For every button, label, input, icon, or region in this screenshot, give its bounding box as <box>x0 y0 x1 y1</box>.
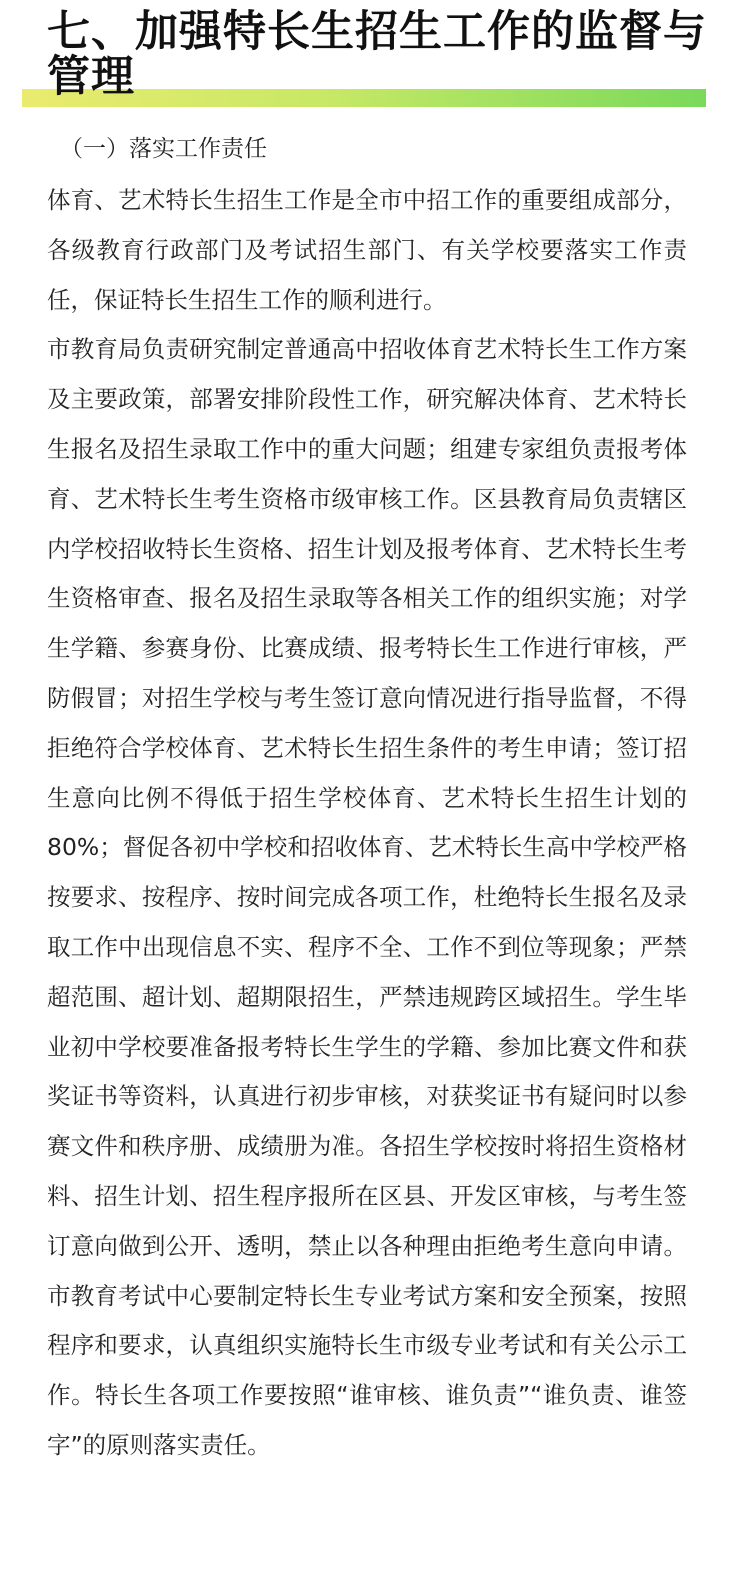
paragraph: 体育、艺术特长生招生工作是全市中招工作的重要组成部分，各级教育行政部门及考试招生部门、有关学校要落实工作责任，保证特长生招生工作的顺利进行。 <box>47 186 687 314</box>
article-body <box>47 176 687 1471</box>
paragraph: 市教育局负责研究制定普通高中招收体育艺术特长生工作方案及主要政策，部署安排阶段性工作，研究解决体育、艺术特长生报名及招生录取工作中的重大问题；组建专家组负责报考体育、艺术特长生考生资格市级审核工作。区县教育局负责辖区内学校招收特长生资格、招生计划及报考体育、艺术特长生考生资格审查、报名及招生录取等各相关工作的组织实施；对学生学籍、参赛身份、比赛成绩、报考特长生工作进行审核，严防假冒；对招生学校与考生签订意向情况进行指导监督，不得拒绝符合学校体育、艺术特长生招生条件的考生申请；签订招生意向比例不得低于招生学校体育、艺术特长生招生计划的80%；督促各初中学校和招收体育、艺术特长生高中学校严格按要求、按程序、按时间完成各项工作，杜绝特长生报名及录取工作中出现信息不实、程序不全、工作不到位等现象；严禁超范围、超计划、超期限招生，严禁违规跨区域招生。学生毕业初中学校要准备报考特长生学生的学籍、参加比赛文件和获奖证书等资料，认真进行初步审核，对获奖证书有疑问时以参赛文件和秩序册、成绩册为准。各招生学校按时将招生资格材料、招生计划、招生程序报所在区县、开发区审核，与考生签订意向做到公开、透明，禁止以各种理由拒绝考生意向申请。市教育考试中心要制定特长生专业考试方案和安全预案，按照程序和要求，认真组织实施特长生市级专业考试和有关公示工作。特长生各项工作要按照“谁审核、谁负责”“谁负责、谁签字”的原则落实责任。 <box>47 335 687 1459</box>
section-header <box>0 0 738 110</box>
section-title: 七、加强特长生招生工作的监督与管理 <box>47 7 707 102</box>
subsection-heading: （一）落实工作责任 <box>60 136 267 162</box>
